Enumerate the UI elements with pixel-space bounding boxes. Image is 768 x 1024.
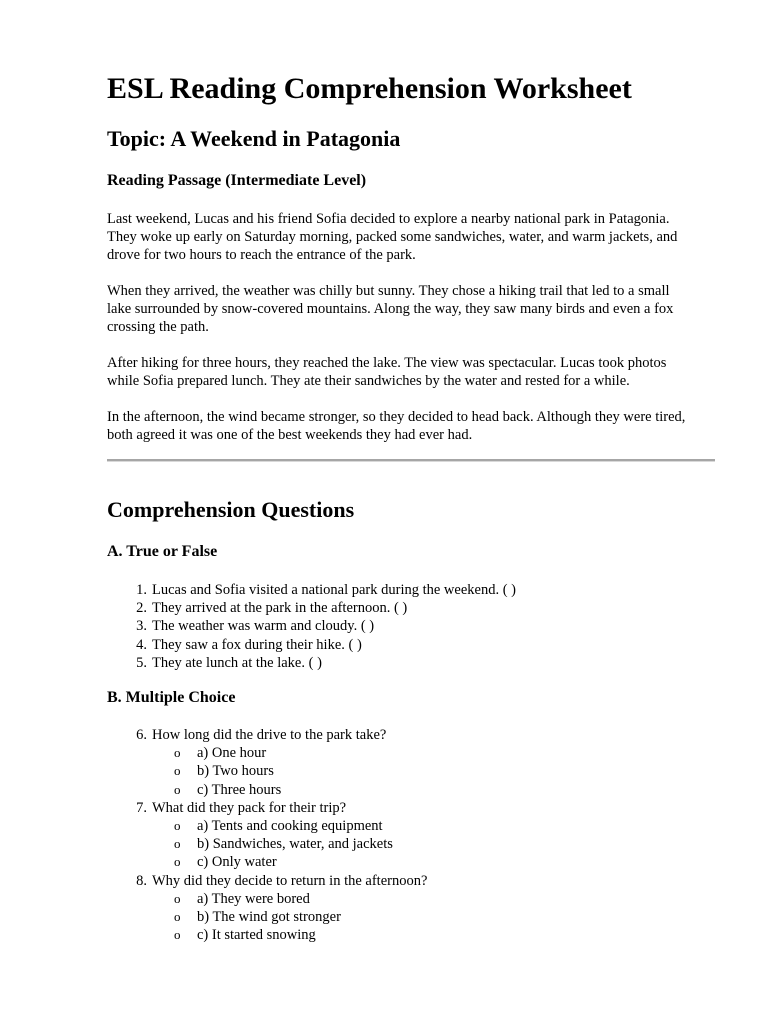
- question-text: How long did the drive to the park take?: [152, 727, 387, 743]
- question-item: [107, 654, 715, 672]
- passage-line: When they arrived, the weather was chilly but sunny. They chose a hiking trail that led to a small: [107, 283, 670, 299]
- bullet-icon: o: [174, 745, 181, 761]
- bullet-icon: o: [174, 763, 181, 779]
- question-item: [107, 799, 715, 817]
- bullet-icon: o: [174, 908, 181, 924]
- reading-passage: [107, 210, 715, 462]
- bullet-icon: o: [174, 927, 181, 943]
- question-text: The weather was warm and cloudy. ( ): [152, 618, 375, 635]
- question-number: 7.: [136, 799, 147, 816]
- true-false-heading: A. True or False: [107, 543, 218, 560]
- bullet-icon: o: [174, 817, 181, 833]
- bullet-icon: o: [174, 836, 181, 852]
- questions-heading: Comprehension Questions: [107, 497, 355, 522]
- bullet-icon: o: [174, 890, 181, 906]
- true-false-list: [107, 581, 715, 672]
- question-number: 4.: [136, 636, 147, 653]
- question-number: 2.: [136, 600, 147, 617]
- answer-option: [107, 890, 715, 908]
- answer-option: [107, 853, 715, 871]
- option-text: c) Only water: [197, 854, 277, 871]
- question-text: They arrived at the park in the afternoon. ( ): [152, 600, 408, 617]
- passage-line: crossing the path.: [107, 319, 209, 335]
- question-item: [107, 599, 715, 617]
- question-text: Why did they decide to return in the afternoon?: [152, 872, 428, 889]
- passage-line: Last weekend, Lucas and his friend Sofia decided to explore a nearby national park in Patagonia.: [107, 211, 670, 227]
- question-text: What did they pack for their trip?: [152, 799, 347, 816]
- passage-paragraph: [107, 282, 715, 336]
- option-text: a) One hour: [197, 745, 267, 762]
- question-item: [107, 581, 715, 599]
- option-text: c) Three hours: [197, 781, 282, 798]
- answer-option: [107, 835, 715, 853]
- answer-option: [107, 908, 715, 926]
- passage-line: lake surrounded by snow-covered mountains. Along the way, they saw many birds and even a fox: [107, 301, 674, 317]
- option-text: b) Two hours: [197, 763, 274, 780]
- option-text: a) Tents and cooking equipment: [197, 817, 383, 834]
- answer-option: [107, 762, 715, 780]
- worksheet-title: ESL Reading Comprehension Worksheet: [107, 72, 632, 105]
- passage-line: drove for two hours to reach the entrance of the park.: [107, 247, 416, 263]
- question-item: [107, 617, 715, 635]
- question-text: Lucas and Sofia visited a national park during the weekend. ( ): [152, 582, 516, 598]
- passage-line: They woke up early on Saturday morning, packed some sandwiches, water, and warm jackets, and: [107, 229, 678, 245]
- question-item: [107, 872, 715, 890]
- question-item: [107, 726, 715, 744]
- question-number: 6.: [136, 727, 147, 743]
- section-divider: [107, 459, 715, 462]
- multiple-choice-list: [107, 726, 715, 944]
- answer-option: [107, 817, 715, 835]
- bullet-icon: o: [174, 854, 181, 870]
- question-number: 1.: [136, 582, 147, 598]
- option-text: b) The wind got stronger: [197, 908, 341, 925]
- passage-line: After hiking for three hours, they reached the lake. The view was spectacular. Lucas took photos: [107, 355, 667, 371]
- passage-line: while Sofia prepared lunch. They ate their sandwiches by the water and rested for a while.: [107, 373, 630, 389]
- question-text: They saw a fox during their hike. ( ): [152, 636, 362, 653]
- question-number: 3.: [136, 618, 147, 635]
- bullet-icon: o: [174, 781, 181, 797]
- question-number: 5.: [136, 654, 147, 671]
- topic-heading: Topic: A Weekend in Patagonia: [107, 126, 401, 151]
- question-number: 8.: [136, 872, 147, 889]
- option-text: a) They were bored: [197, 890, 310, 907]
- option-text: b) Sandwiches, water, and jackets: [197, 836, 393, 853]
- question-text: They ate lunch at the lake. ( ): [152, 654, 322, 671]
- passage-line: both agreed it was one of the best weekends they had ever had.: [107, 427, 473, 443]
- passage-heading: Reading Passage (Intermediate Level): [107, 172, 367, 189]
- passage-paragraph: [107, 408, 715, 444]
- option-text: c) It started snowing: [197, 927, 316, 944]
- passage-paragraph: [107, 210, 715, 264]
- multiple-choice-heading: B. Multiple Choice: [107, 689, 236, 706]
- passage-line: In the afternoon, the wind became stronger, so they decided to head back. Although they were tired,: [107, 409, 686, 425]
- passage-paragraph: [107, 354, 715, 390]
- question-item: [107, 636, 715, 654]
- answer-option: [107, 744, 715, 762]
- answer-option: [107, 781, 715, 799]
- answer-option: [107, 926, 715, 944]
